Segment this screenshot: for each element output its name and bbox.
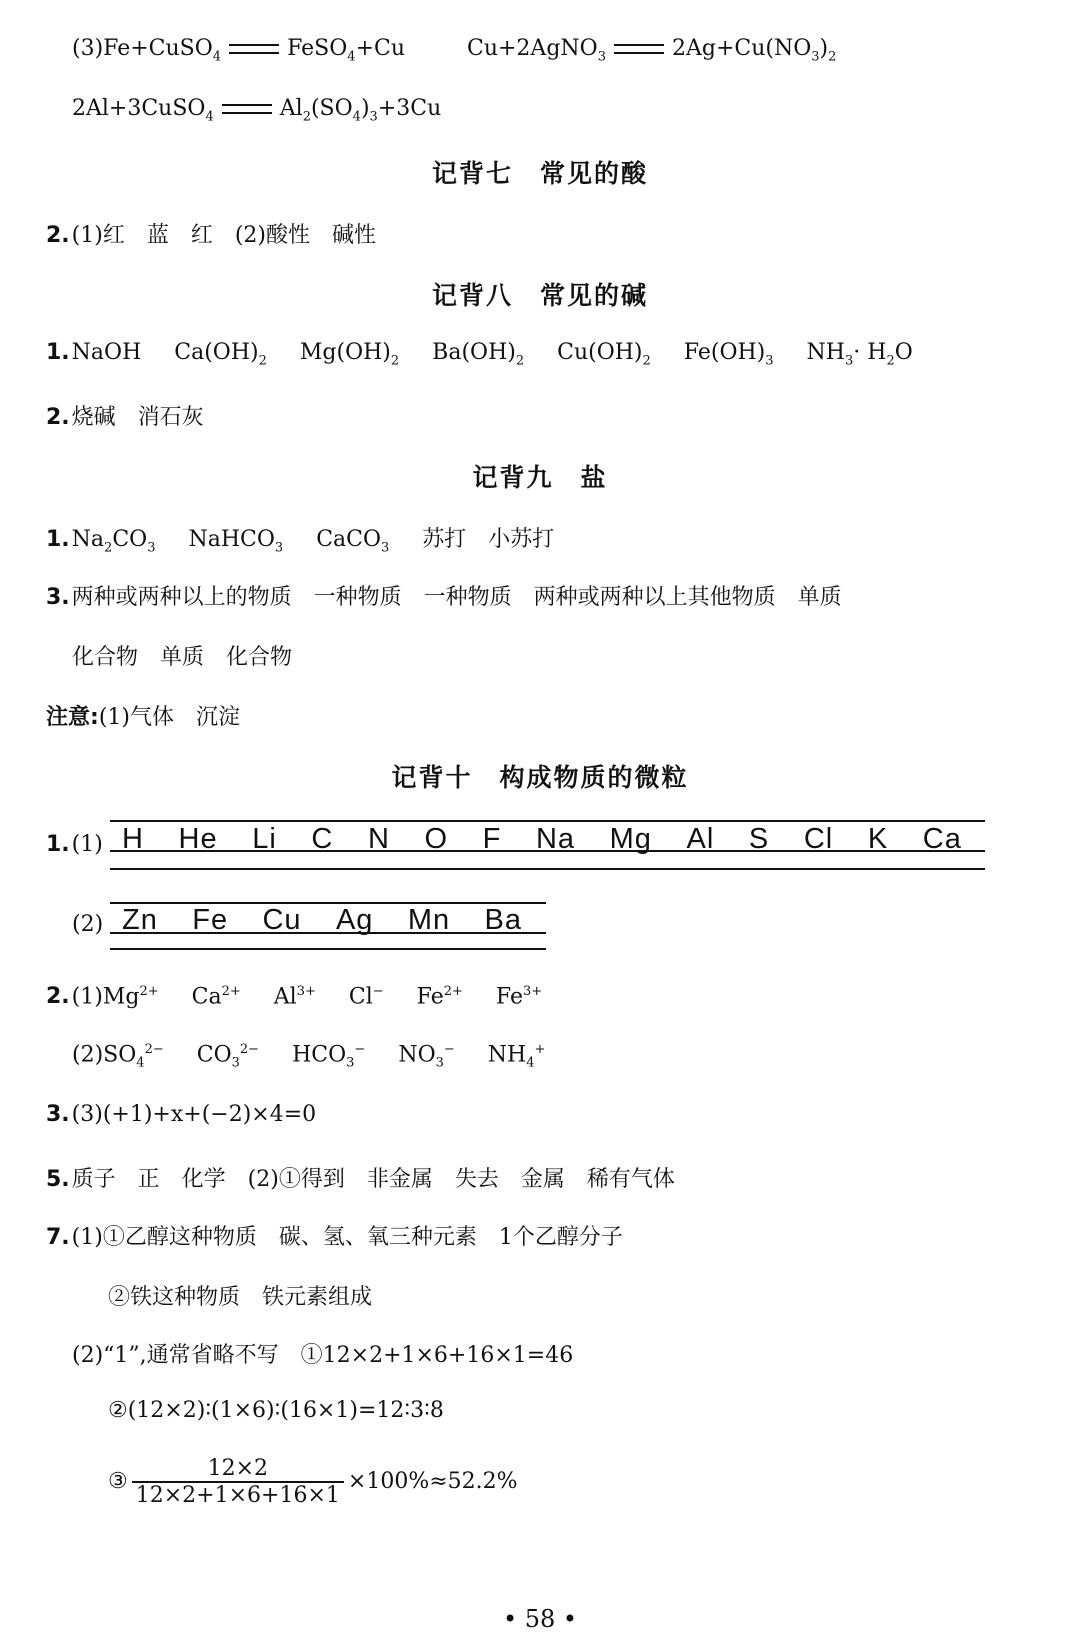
sec10-answer-3: 3.(3)(+1)+x+(−2)×4=0 xyxy=(46,1102,317,1127)
sec10-answer-7: 7.(1)①乙醇这种物质 碳、氢、氧三种元素 1个乙醇分子 xyxy=(46,1225,623,1250)
equals-sign xyxy=(222,104,272,114)
sec10-answer-7-line3: (2)“1”,通常省略不写 ①12×2+1×6+16×1=46 xyxy=(72,1343,574,1368)
handwriting-rule xyxy=(110,820,985,822)
sec10-answer-7-line2: ②铁这种物质 铁元素组成 xyxy=(108,1285,373,1310)
sec10-answer-2: $2.(1)Mg^{2+}$ $Ca^{2+}$ $Al^{3+}$ Cl− $Fe^{2+}$ $Fe^{3+}$ xyxy=(46,984,543,1010)
equation-line-2: 2Al+3CuSO$_4$ $Al_2(SO_4)_3+3Cu$ xyxy=(72,96,442,125)
equation-line-1: (3)Fe+CuSO$_4$ FeSO$_4$+Cu Cu+2AgNO$_3$ $2Ag+Cu(NO_3)_2$ xyxy=(72,36,837,65)
equals-sign xyxy=(614,44,664,54)
page-number: • 58 • xyxy=(502,1605,578,1633)
sec8-answer-1: 1.NaOH $Ca(OH)_2$ $Mg(OH)_2$ $Ba(OH)_2$ $Cu(OH)_2$ $Fe(OH)_3$ $NH_3\cdot H_2O$ xyxy=(46,340,913,369)
element-symbols-row-1: H He Li C N O F Na Mg Al S Cl K Ca xyxy=(122,823,962,855)
section-heading-7: 记背七 常见的酸 xyxy=(431,159,648,188)
section-heading-9: 记背九 盐 xyxy=(472,463,608,492)
sec10-answer-2-part2: $(2)SO_4^{2-}$ $CO_3^{2-}$ $HCO_3^-$ $NO_3^-$ $NH_4^+$ xyxy=(72,1042,546,1071)
sec10-answer-7-line5: ③ $\frac{12\times 2}{12\times 2+1\times 6+16\times 1}$ ×100%≈52.2% xyxy=(108,1456,518,1508)
element-symbols-row-2: Zn Fe Cu Ag Mn Ba xyxy=(122,904,522,936)
sec9-answer-3: 3.两种或两种以上的物质 一种物质 一种物质 两种或两种以上其他物质 单质 xyxy=(46,585,842,610)
sec9-note: 注意:(1)气体 沉淀 xyxy=(46,705,240,730)
handwriting-rule xyxy=(110,948,546,950)
section-heading-10: 记背十 构成物质的微粒 xyxy=(391,763,689,792)
sec9-answer-3-cont: 化合物 单质 化合物 xyxy=(72,645,293,670)
mass-fraction: $\frac{12\times 2}{12\times 2+1\times 6+16\times 1}$ xyxy=(132,1456,344,1508)
sec7-answer-2: 2.(1)红 蓝 红 (2)酸性 碱性 xyxy=(46,223,376,248)
sec8-answer-2: 2.烧碱 消石灰 xyxy=(46,405,204,430)
sec10-answer-1-label: 1.(1) xyxy=(46,832,103,857)
handwriting-rule xyxy=(110,868,985,870)
sec10-answer-1-part2-label: (2) xyxy=(72,912,104,937)
equals-sign xyxy=(229,44,279,54)
sec10-answer-5: 5.质子 正 化学 (2)①得到 非金属 失去 金属 稀有气体 xyxy=(46,1167,675,1192)
sec9-answer-1: $1.Na_2CO_3$ NaHCO$_3$ CaCO$_3$ 苏打 小苏打 xyxy=(46,527,555,556)
sec10-answer-7-line4: ②(12×2)∶(1×6)∶(16×1)=12∶3∶8 xyxy=(108,1398,444,1423)
section-heading-8: 记背八 常见的碱 xyxy=(431,281,648,310)
